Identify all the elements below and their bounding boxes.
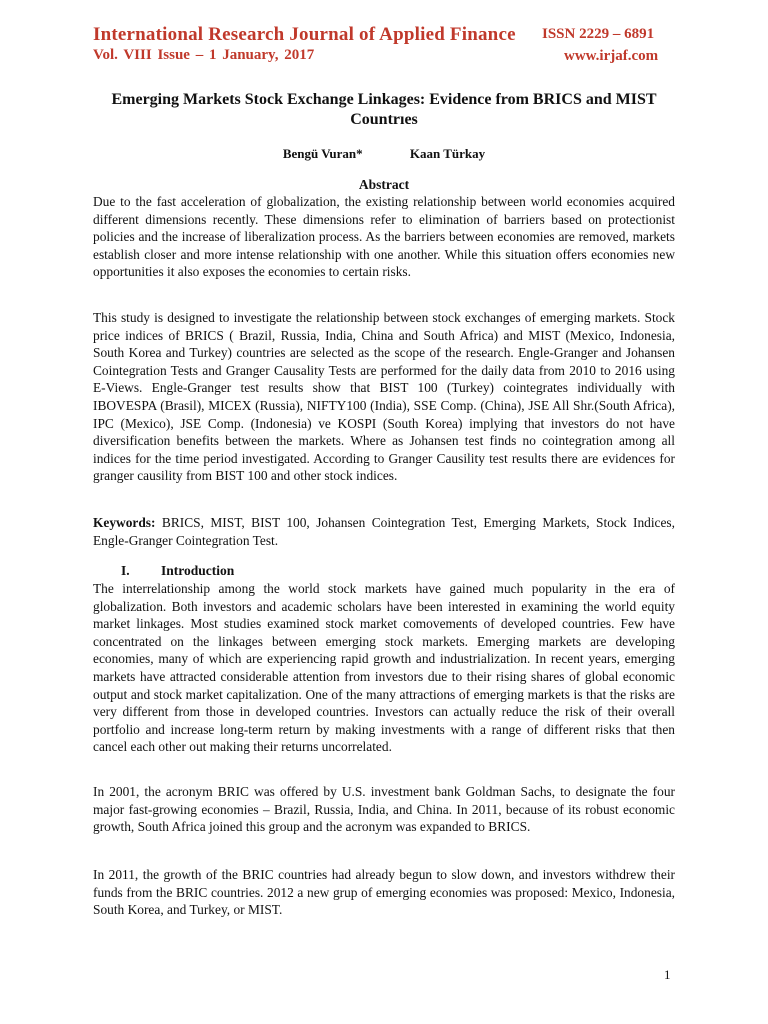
body-paragraph: In 2011, the growth of the BRIC countries had already begun to slow down, and investors withdrew their funds from the BRIC countries. 2012 a new grup of emerging economies was proposed: Mexico, Indonesia, South Korea, and Turkey, or MIST.	[93, 867, 675, 918]
author-name: Bengü Vuran*	[282, 146, 363, 161]
keywords-text: BRICS, MIST, BIST 100, Johansen Cointegration Test, Emerging Markets, Stock Indices, Engle-Granger Cointegration Test.	[93, 515, 675, 548]
journal-website: www.irjaf.com	[564, 48, 659, 64]
body-paragraph: The interrelationship among the world stock markets have gained much popularity in the era of globalization. Both investors and academic scholars have been interested in examining the world equity market linkages. Most studies examined stock market comovements of developed countries. Few have concentrated on the linkages between emerging stock markets. Emerging markets are developing economies, many of which are experiencing rapid growth and industrialization. In recent years, emerging markets have attracted considerable attention from investors due to their rising shares of global economic output and stock market capitalization. One of the many attractions of emerging markets is that the risks are very different from those in developed countries. Investors can actually reduce the risk of their overall portfolio and increase long-term return by making investments with a range of different risks that then cancel each other out making their returns uncorrelated.	[93, 581, 675, 755]
author-list	[93, 146, 675, 162]
abstract-paragraph: This study is designed to investigate the relationship between stock exchanges of emerging markets. Stock price indices of BRICS ( Brazil, Russia, India, China and South Africa) and MIST (Mexico, Indonesia, South Korea and Turkey) countries are selected as the scope of the research. Engle-Granger and Johansen Cointegration Tests and Granger Causality Tests are performed for the daily data from 2010 to 2016 using E-Views. Engle-Granger test results show that BIST 100 (Turkey) cointegrates individually with IBOVESPA (Brasil), MICEX (Russia), NIFTY100 (India), SSE Comp. (China), JSE All Shr.(South Africa), IPC (Mexico), JSE Comp. (Indonesia) ve KOSPI (South Korea) implying that investors do not have diversification benefits between the markets. Where as Johansen test finds no cointegration among all indices for the time period investigated. According to Granger Causility test results there are evidences for granger causility from BIST 100 and other stock indices.	[93, 310, 675, 484]
body-paragraph: In 2001, the acronym BRIC was offered by U.S. investment bank Goldman Sachs, to designate the four major fast-growing economies – Brazil, Russia, India, and China. In 2011, because of its robust economic growth, South Africa joined this group and the acronym was expanded to BRICS.	[93, 784, 675, 835]
keywords	[93, 514, 675, 549]
section-title: Introduction	[161, 563, 235, 578]
abstract-paragraph: Due to the fast acceleration of globalization, the existing relationship between world economies acquired different dimensions recently. These dimensions refer to elimination of barriers based on protectionist policies and the increase of liberalization process. As the barriers between economies are removed, markets establish closer and more intense relationship with one another. While this situation offers economies new opportunities it also exposes the economies to certain risks.	[93, 194, 675, 280]
issn: ISSN 2229 – 6891	[542, 26, 655, 42]
introduction-heading	[121, 563, 234, 579]
abstract-heading: Abstract	[358, 177, 410, 192]
volume-issue-date: Vol. VIII Issue – 1 January, 2017	[93, 47, 315, 63]
keywords-label: Keywords:	[93, 515, 156, 530]
section-number: I.	[121, 563, 130, 578]
page-number: 1	[664, 967, 671, 982]
author-name: Kaan Türkay	[409, 146, 486, 161]
paper-title: Emerging Markets Stock Exchange Linkages: Evidence from BRICS and MIST Countrıes	[111, 91, 657, 128]
journal-title: International Research Journal of Applied Finance	[93, 24, 516, 45]
